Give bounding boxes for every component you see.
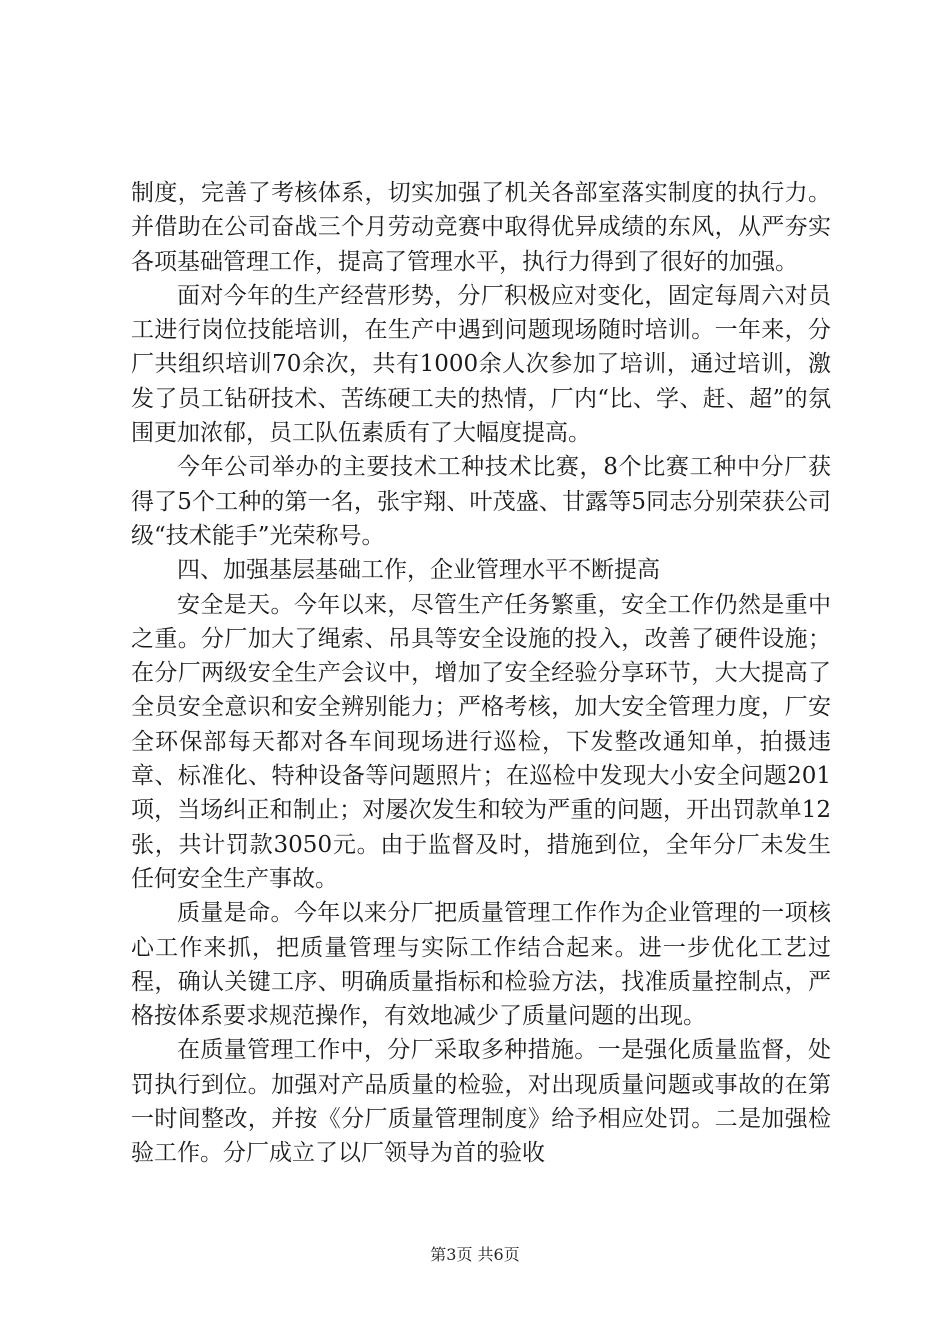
paragraph-5: 安全是天。今年以来，尽管生产任务繁重，安全工作仍然是重中之重。分厂加大了绳索、吊具等安全设施的投入，改善了硬件设施；在分厂两级安全生产会议中，增加了安全经验分享环节，大大提高了全员安全意识和安全辨别能力；严格考核，加大安全管理力度，厂安全环保部每天都对各车间现场进行巡检，下发整改通知单，拍摄违章、标准化、特种设备等问题照片；在巡检中发现大小安全问题201项，当场纠正和制止；对屡次发生和较为严重的问题，开出罚款单12张，共计罚款3050元。由于监督及时，措施到位，全年分厂未发生任何安全生产事故。 — [131, 591, 831, 892]
document-body — [131, 176, 831, 1171]
paragraph-3: 今年公司举办的主要技术工种技术比赛，8个比赛工种中分厂获得了5个工种的第一名，张宇翔、叶茂盛、甘露等5同志分别荣获公司级“技术能手”光荣称号。 — [131, 454, 831, 549]
paragraph-6: 质量是命。今年以来分厂把质量管理工作作为企业管理的一项核心工作来抓，把质量管理与实际工作结合起来。进一步优化工艺过程，确认关键工序、明确质量指标和检验方法，找准质量控制点，严格按体系要求规范操作，有效地减少了质量问题的出现。 — [131, 900, 831, 1030]
paragraph-2: 面对今年的生产经营形势，分厂积极应对变化，固定每周六对员工进行岗位技能培训，在生产中遇到问题现场随时培训。一年来，分厂共组织培训70余次，共有1000余人次参加了培训，通过培训，激发了员工钻研技术、苦练硬工夫的热情，厂内“比、学、赶、超”的氛围更加浓郁，员工队伍素质有了大幅度提高。 — [131, 282, 831, 447]
section-heading-4: 四、加强基层基础工作，企业管理水平不断提高 — [177, 557, 660, 584]
paragraph-1: 制度，完善了考核体系，切实加强了机关各部室落实制度的执行力。并借助在公司奋战三个月劳动竞赛中取得优异成绩的东风，从严夯实各项基础管理工作，提高了管理水平，执行力得到了很好的加强。 — [131, 180, 831, 275]
page-number-footer: 第3页 共6页 — [430, 1245, 520, 1264]
paragraph-7: 在质量管理工作中，分厂采取多种措施。一是强化质量监督，处罚执行到位。加强对产品质量的检验，对出现质量问题或事故的在第一时间整改，并按《分厂质量管理制度》给予相应处罚。二是加强检验工作。分厂成立了以厂领导为首的验收 — [131, 1037, 831, 1167]
